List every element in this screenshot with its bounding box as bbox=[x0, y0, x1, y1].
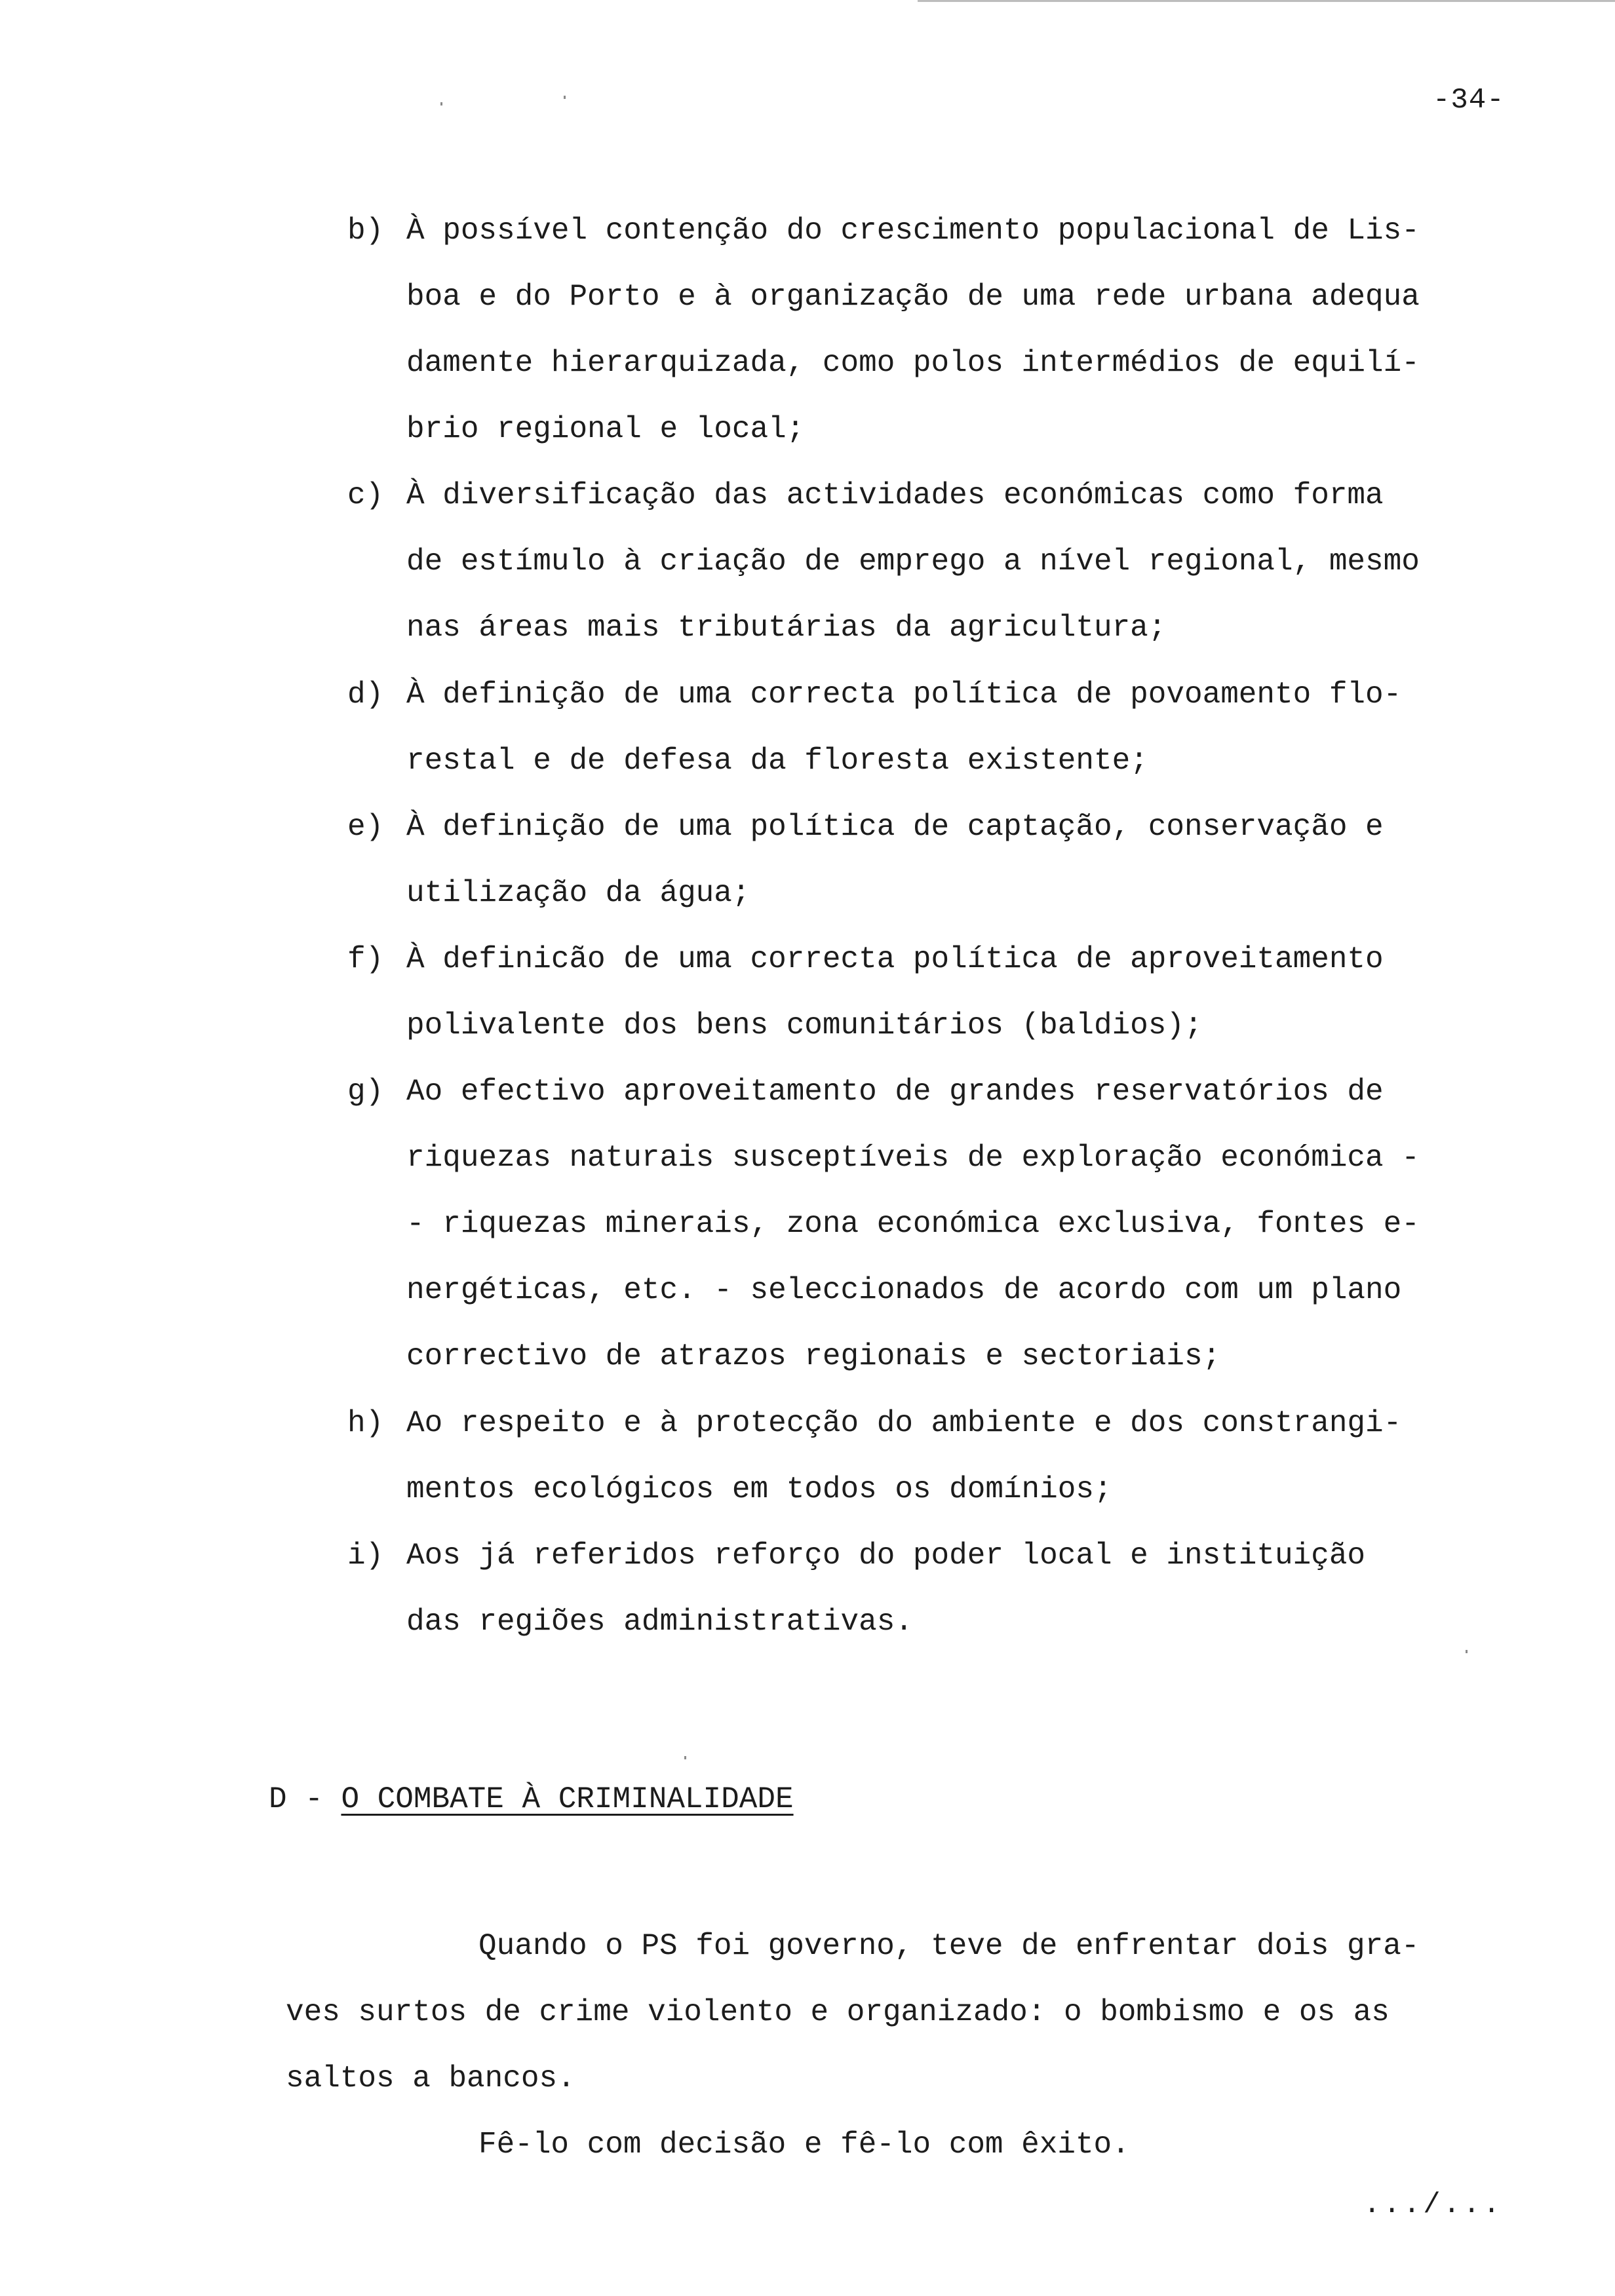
list-item-label: c) bbox=[347, 478, 384, 512]
continuation-marker: .../... bbox=[1363, 2189, 1503, 2221]
list-item-line: À diversificação das actividades económicas como forma bbox=[406, 478, 1384, 512]
paragraph-line: ves surtos de crime violento e organizado: o bombismo e os as bbox=[286, 1995, 1390, 2029]
list-item-line: utilização da água; bbox=[406, 876, 750, 910]
list-item-line: mentos ecológicos em todos os domínios; bbox=[406, 1472, 1112, 1506]
scan-speck bbox=[440, 102, 442, 105]
list-item-line: riquezas naturais susceptíveis de exploração económica - bbox=[406, 1141, 1420, 1175]
scan-speck bbox=[1466, 1650, 1468, 1653]
list-item-line: À definição de uma política de captação, conservação e bbox=[406, 810, 1384, 844]
list-item-label: i) bbox=[347, 1539, 384, 1573]
section-title: O COMBATE À CRIMINALIDADE bbox=[341, 1782, 794, 1816]
list-item-line: boa e do Porto e à organização de uma rede urbana adequa bbox=[406, 280, 1420, 314]
list-item-line: correctivo de atrazos regionais e sectoriais; bbox=[406, 1339, 1221, 1373]
list-item-label: f) bbox=[347, 942, 384, 976]
paragraph-line: saltos a bancos. bbox=[286, 2061, 575, 2095]
list-item-line: de estímulo à criação de emprego a nível regional, mesmo bbox=[406, 545, 1420, 579]
list-item-line: - riquezas minerais, zona económica exclusiva, fontes e- bbox=[406, 1207, 1420, 1241]
section-prefix: D - bbox=[269, 1782, 323, 1816]
top-edge-line bbox=[918, 0, 1615, 2]
paragraph-line: Quando o PS foi governo, teve de enfrentar dois gra- bbox=[478, 1929, 1420, 1963]
paragraph-line: Fê-lo com decisão e fê-lo com êxito. bbox=[478, 2128, 1130, 2162]
list-item-line: brio regional e local; bbox=[406, 412, 805, 446]
list-item-line: polivalente dos bens comunitários (baldios); bbox=[406, 1008, 1203, 1043]
list-item-line: À definicão de uma correcta política de aproveitamento bbox=[406, 942, 1384, 976]
scan-speck bbox=[564, 96, 566, 99]
list-item-label: e) bbox=[347, 810, 384, 844]
list-item-label: b) bbox=[347, 214, 384, 248]
scan-speck bbox=[684, 1756, 686, 1759]
list-item-line: das regiões administrativas. bbox=[406, 1605, 913, 1639]
list-item-label: g) bbox=[347, 1075, 384, 1109]
list-item-line: À possível contenção do crescimento populacional de Lis- bbox=[406, 214, 1420, 248]
list-item-line: À definição de uma correcta política de povoamento flo- bbox=[406, 678, 1402, 712]
list-item-line: Aos já referidos reforço do poder local e instituição bbox=[406, 1539, 1366, 1573]
list-item-line: Ao respeito e à protecção do ambiente e dos constrangi- bbox=[406, 1406, 1402, 1440]
list-item-line: damente hierarquizada, como polos intermédios de equilí- bbox=[406, 346, 1420, 380]
list-item-label: h) bbox=[347, 1406, 384, 1440]
section-heading bbox=[269, 1782, 794, 1816]
list-item-line: restal e de defesa da floresta existente; bbox=[406, 744, 1148, 778]
list-item-line: nergéticas, etc. - seleccionados de acordo com um plano bbox=[406, 1273, 1402, 1307]
list-item-label: d) bbox=[347, 678, 384, 712]
page-number: -34- bbox=[1433, 84, 1505, 117]
list-item-line: Ao efectivo aproveitamento de grandes reservatórios de bbox=[406, 1075, 1384, 1109]
list-item-line: nas áreas mais tributárias da agricultura; bbox=[406, 611, 1167, 645]
